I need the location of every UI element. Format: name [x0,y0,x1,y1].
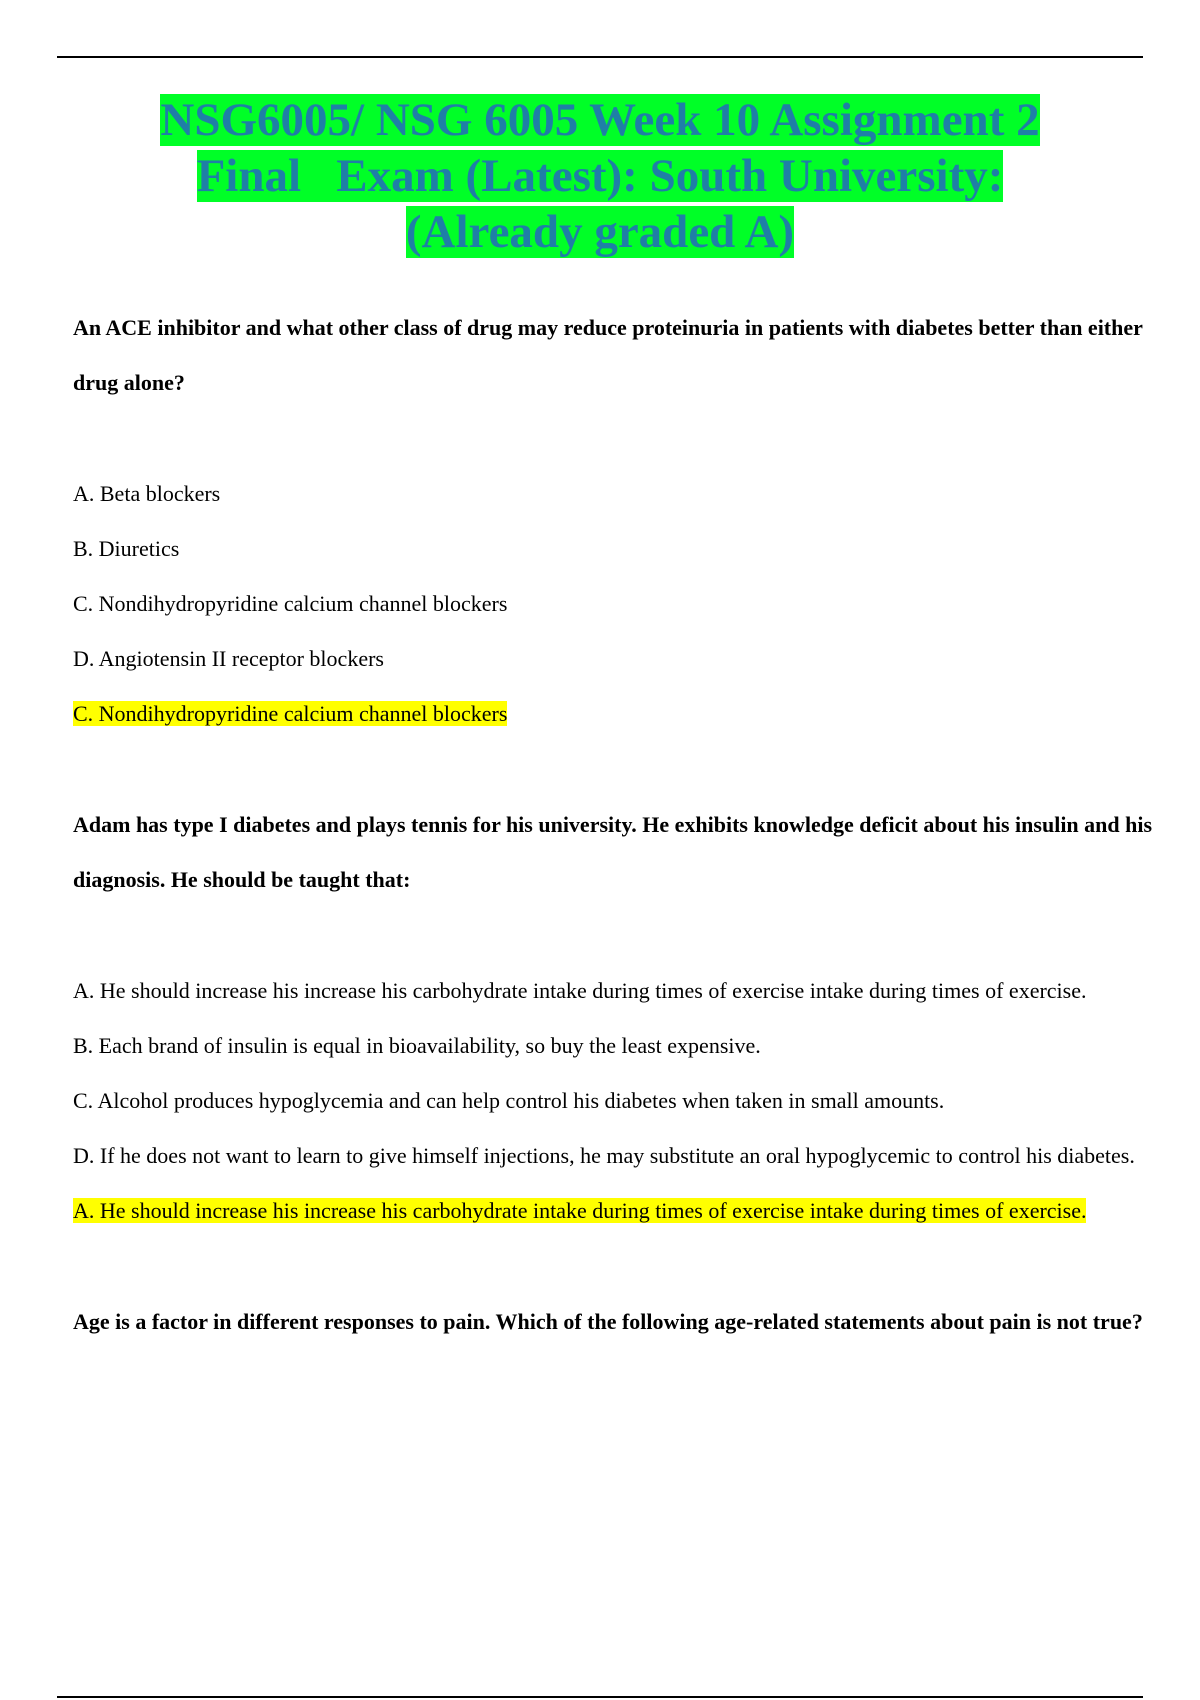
title-line-2: Final Exam (Latest): South University: [196,150,1004,202]
question-2-text: Adam has type I diabetes and plays tennis for his university. He exhibits knowledge deficit about his insulin and his diagnosis. He should be taught that: [73,812,1153,892]
question-2-option-b: B. Each brand of insulin is equal in bioavailability, so buy the least expensive. [73,1033,761,1058]
title-line-1: NSG6005/ NSG 6005 Week 10 Assignment 2 [160,94,1040,146]
question-1-answer-highlight: C. Nondihydropyridine calcium channel blockers [73,701,508,726]
question-2-option-a: A. He should increase his increase his carbohydrate intake during times of exercise intake during times of exercise. [73,978,1087,1003]
question-3-text: Age is a factor in different responses to pain. Which of the following age-related statements about pain is not true? [73,1309,1143,1334]
question-1-option-a: A. Beta blockers [73,481,221,506]
document-body [73,300,1153,1349]
question-1-option-b: B. Diuretics [73,536,180,561]
question-1-option-c: C. Nondihydropyridine calcium channel blockers [73,591,508,616]
question-1-option-d: D. Angiotensin II receptor blockers [73,646,384,671]
question-2-option-c: C. Alcohol produces hypoglycemia and can help control his diabetes when taken in small amounts. [73,1088,945,1113]
question-2-option-d: D. If he does not want to learn to give himself injections, he may substitute an oral hypoglycemic to control his diabetes. [73,1143,1135,1168]
title-line-3: (Already graded A) [405,206,795,258]
question-2-answer [73,1183,1153,1238]
top-rule [57,56,1143,58]
bottom-rule [57,1696,1143,1698]
document-title [57,92,1143,260]
question-1-text: An ACE inhibitor and what other class of drug may reduce proteinuria in patients with diabetes better than either drug alone? [73,315,1143,395]
question-1-answer [73,686,1153,741]
question-2-answer-highlight: A. He should increase his increase his carbohydrate intake during times of exercise intake during times of exercise. [73,1198,1087,1223]
